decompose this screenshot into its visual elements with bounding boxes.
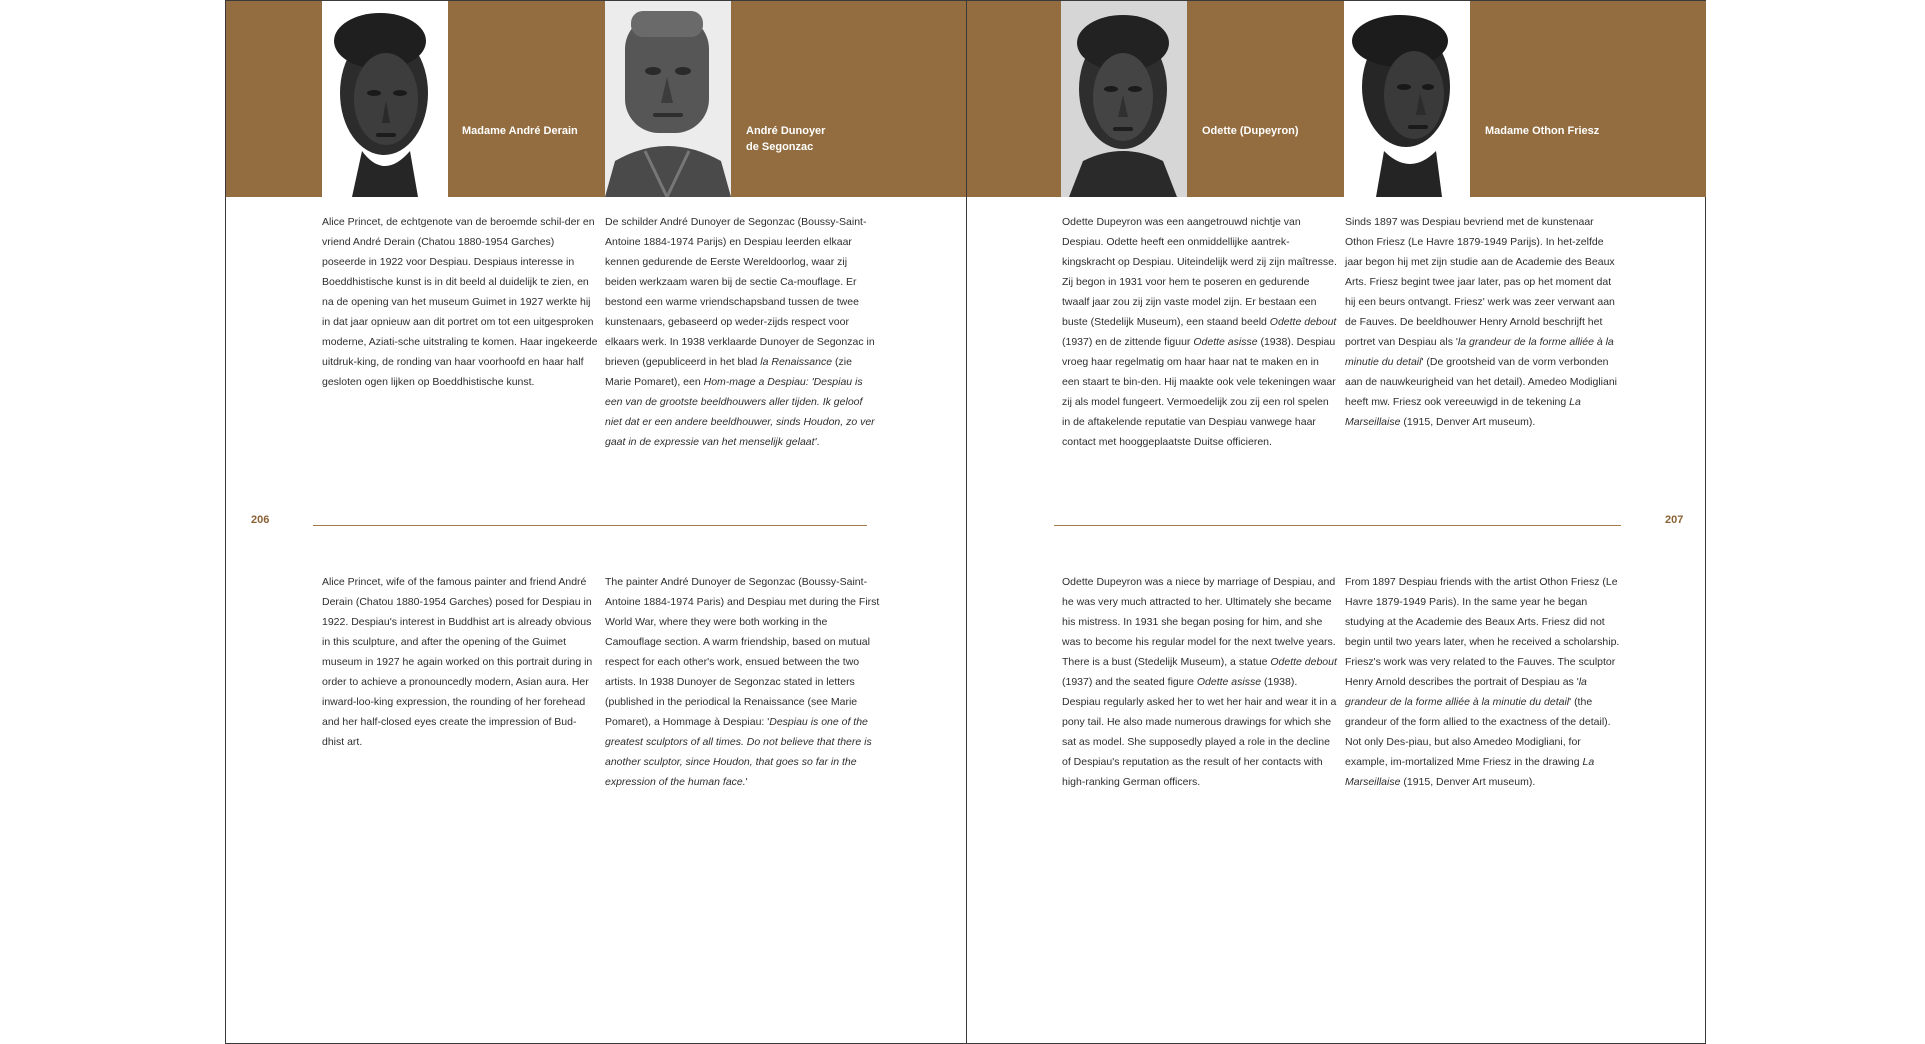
- text-segment: ' (the grandeur of the form allied to the exactness of the detail). Not only Des-piau, but also Amedeo Modigliani, for example, im-mortalized Mme Friesz in the drawing: [1345, 696, 1611, 768]
- text-segment: (1915, Denver Art museum).: [1400, 776, 1536, 788]
- text-en-andre-dunoyer-de-segonzac: [605, 572, 881, 792]
- text-segment: Alice Princet, de echtgenote van de beroemde schil-der en vriend André Derain (Chatou 1880-1954 Garches) poseerde in 1922 voor Despiau. Despiaus interesse in Boeddhistische kunst is in dit beeld al duidelijk te zien, en na de opening van het museum Guimet in 1927 werkte hij in dat jaar opnieuw aan dit portret om tot een uitgesproken moderne, Aziati-sche uitstraling te komen. Haar ingekeerde uitdruk-king, de ronding van haar voorhoofd en haar half gesloten ogen lijken op Boeddhistische kunst.: [322, 216, 598, 388]
- text-segment: (1938). Despiau vroeg haar regelmatig om haar haar nat te maken en in een staart te bin-den. Hij maakte ook vele tekeningen waar zij als model fungeert. Vermoedelijk zou zij een rol spelen in de aftakelende reputatie van Despiau vanwege haar contact met hooggeplaatste Duitse officieren.: [1062, 336, 1336, 448]
- bronze-bust-portrait-andre-dunoyer-de-segonzac: [605, 1, 731, 197]
- entry-title-madame-othon-friesz: Madame Othon Friesz: [1485, 125, 1600, 137]
- portrait-madame-andre-derain: [322, 1, 448, 197]
- bronze-bust-portrait-odette-dupeyron: [1061, 1, 1187, 197]
- entry-title-madame-andre-derain: Madame André Derain: [462, 125, 578, 137]
- text-nl-odette-dupeyron: [1062, 212, 1338, 452]
- text-segment-italic: Despiau is one of the greatest sculptors of all times. Do not believe that there is another sculptor, since Houdon, that goes so far in the expression of the human face.: [605, 716, 872, 788]
- text-segment: Odette Dupeyron was a niece by marriage of Despiau, and he was very much attracted to her. Ultimately she became his mistress. In 1931 she began posing for him, and she was to become his regular model for the next twelve years. There is a bust (Stedelijk Museum), a statue: [1062, 576, 1336, 668]
- text-segment: (1915, Denver Art museum).: [1400, 416, 1536, 428]
- text-segment: (zie Marie Pomaret), een: [605, 356, 852, 388]
- divider-rule-left: [313, 525, 867, 526]
- text-segment-italic: la grandeur de la forme alliée à la minutie du detail: [1345, 336, 1614, 368]
- text-segment: ' (De grootsheid van de vorm verbonden aan de nauwkeurigheid van het detail). Amedeo Modigliani heeft mw. Friesz ook vereeuwigd in de tekening: [1345, 356, 1618, 408]
- text-segment-italic: Odette asisse: [1193, 336, 1258, 348]
- text-en-madame-othon-friesz: [1345, 572, 1621, 792]
- text-segment: From 1897 Despiau friends with the artist Othon Friesz (Le Havre 1879-1949 Paris). In the same year he began studying at the Academie des Beaux Arts. Friesz did not begin until two years later, when he received a scholarship. Friesz's work was very related to the Fauves. The sculptor Henry Arnold describes the portrait of Despiau as ': [1345, 576, 1620, 688]
- text-segment-italic: La Marseillaise: [1345, 756, 1595, 788]
- portrait-madame-othon-friesz: [1344, 1, 1470, 197]
- text-segment-italic: Odette debout: [1270, 656, 1337, 668]
- text-segment-italic: Odette asisse: [1196, 676, 1262, 688]
- text-segment-italic: Odette debout: [1269, 316, 1337, 328]
- text-nl-madame-andre-derain: [322, 212, 598, 392]
- book-spread: [225, 0, 1706, 1044]
- text-en-madame-andre-derain: [322, 572, 598, 752]
- text-segment-italic: La Marseillaise: [1345, 396, 1581, 428]
- text-segment: ': [745, 776, 748, 788]
- entry-title-andre-dunoyer-de-segonzac: André Dunoyer de Segonzac: [746, 125, 826, 153]
- page-number-right: 207: [1665, 514, 1684, 526]
- text-nl-madame-othon-friesz: [1345, 212, 1621, 432]
- text-segment: Alice Princet, wife of the famous painter and friend André Derain (Chatou 1880-1954 Garches) posed for Despiau in 1922. Despiau's interest in Buddhist art is already obvious in this sculpture, and after the opening of the Guimet museum in 1927 he again worked on this portrait during in order to achieve a pronouncedly modern, Asian aura. Her inward-loo-king expression, the rounding of her forehead and her half-closed eyes create the impression of Bud-dhist art.: [322, 576, 593, 748]
- text-segment: (1938). Despiau regularly asked her to wet her hair and wear it in a pony tail. He also made numerous drawings for which she sat as model. She supposedly played a role in the decline of Despiau's reputation as the result of her contacts with high-ranking German officers.: [1062, 676, 1337, 788]
- text-segment: The painter André Dunoyer de Segonzac (Boussy-Saint-Antoine 1884-1974 Paris) and Despiau met during the First World War, where they were both working in the Camouflage section. A warm friendship, based on mutual respect for each other's work, ensued between the two artists. In 1938 Dunoyer de Segonzac stated in letters (published in the periodical la Renaissance (see Marie Pomaret), a Hommage à Despiau: ': [605, 576, 880, 728]
- bronze-bust-portrait-madame-othon-friesz: [1344, 1, 1470, 197]
- entry-title-odette-dupeyron: Odette (Dupeyron): [1202, 125, 1299, 137]
- portrait-andre-dunoyer-de-segonzac: [605, 1, 731, 197]
- bronze-bust-portrait-madame-andre-derain: [322, 1, 448, 197]
- text-segment-italic: Hom-mage a Despiau: 'Despiau is een van de grootste beeldhouwers aller tijden. Ik geloof niet dat er een andere beeldhouwer, sinds Houdon, zo ver gaat in de expressie van het menselijk gelaat': [605, 376, 875, 448]
- divider-rule-right: [1054, 525, 1621, 526]
- text-segment: Odette Dupeyron was een aangetrouwd nichtje van Despiau. Odette heeft een onmiddellijke aantrek-kingskracht op Despiau. Uiteindelijk werd zij zijn maîtresse. Zij begon in 1931 voor hem te poseren en gedurende twaalf jaar zou zij zijn vaste model zijn. Er bestaan een buste (Stedelijk Museum), een staand beeld: [1062, 216, 1337, 328]
- text-segment-italic: la grandeur de la forme alliée à la minutie du detail: [1345, 676, 1587, 708]
- text-segment: (1937) and the seated figure: [1062, 676, 1197, 688]
- text-segment: .: [816, 436, 820, 448]
- portrait-odette-dupeyron: [1061, 1, 1187, 197]
- text-nl-andre-dunoyer-de-segonzac: [605, 212, 881, 452]
- text-segment-italic: la Renaissance: [760, 356, 833, 368]
- text-segment: De schilder André Dunoyer de Segonzac (Boussy-Saint-Antoine 1884-1974 Parijs) en Despiau leerden elkaar kennen gedurende de Eerste Wereldoorlog, waar zij beiden werkzaam waren bij de sectie Ca-mouflage. Er bestond een warme vriendschapsband tussen de twee kunstenaars, gebaseerd op weder-zijds respect voor elkaars werk. In 1938 verklaarde Dunoyer de Segonzac in brieven (gepubliceerd in het blad: [605, 216, 875, 368]
- text-segment: (1937) en de zittende figuur: [1062, 336, 1194, 348]
- text-en-odette-dupeyron: [1062, 572, 1338, 792]
- page-number-left: 206: [251, 514, 270, 526]
- text-segment: Sinds 1897 was Despiau bevriend met de kunstenaar Othon Friesz (Le Havre 1879-1949 Parijs). In het-zelfde jaar begon hij met zijn studie aan de Academie des Beaux Arts. Friesz begint twee jaar later, pas op het moment dat hij een beurs ontvangt. Friesz' werk was zeer verwant aan de Fauves. De beeldhouwer Henry Arnold beschrijft het portret van Despiau als ': [1345, 216, 1615, 348]
